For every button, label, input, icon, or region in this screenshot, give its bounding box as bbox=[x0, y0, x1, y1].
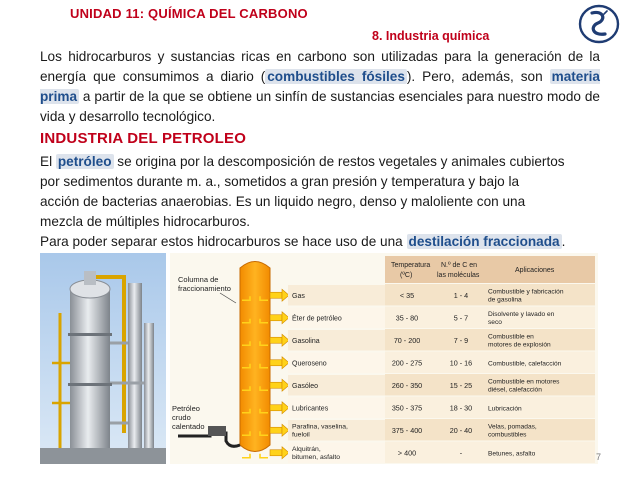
fraction-application: Combustible en bbox=[488, 333, 534, 341]
fractions-table bbox=[288, 284, 595, 463]
header-carbon-2: las moléculas bbox=[437, 272, 480, 279]
input-label-3: calentado bbox=[172, 422, 205, 431]
fraction-temperature: 35 - 80 bbox=[395, 313, 419, 323]
fraction-arrow bbox=[270, 360, 282, 366]
fraction-application: Betunes, asfalto bbox=[488, 450, 536, 458]
fraction-arrow bbox=[270, 337, 282, 343]
fraction-application: Disolvente y lavado en bbox=[488, 310, 555, 318]
fraction-name: Parafina, vaselina, bbox=[292, 423, 348, 431]
fraction-application: de gasolina bbox=[488, 296, 522, 304]
fraction-arrow bbox=[270, 427, 282, 433]
input-label-1: Petróleo bbox=[172, 404, 200, 413]
refinery-photo bbox=[40, 253, 166, 464]
intro-text-3: a partir de la que se obtiene un sinfín de sustancias esenciales para nuestro modo de vida y desarrollo tecnológico. bbox=[40, 89, 600, 124]
intro-paragraph bbox=[40, 47, 600, 127]
fraction-arrow-head bbox=[282, 424, 289, 436]
petroleum-text-1b: se origina por la descomposición de restos vegetales y animales cubiertos bbox=[113, 154, 565, 169]
column-label-pointer bbox=[220, 293, 236, 303]
petroleum-text-1a: El bbox=[40, 154, 56, 169]
distillation-column bbox=[240, 262, 270, 452]
petroleum-text-5a: Para poder separar estos hidrocarburos se hace uso de una bbox=[40, 234, 407, 249]
unit-title: UNIDAD 11: QUÍMICA DEL CARBONO bbox=[70, 6, 308, 21]
fraction-arrow bbox=[270, 382, 282, 388]
fraction-application: Combustible, calefacción bbox=[488, 360, 562, 368]
petroleum-line-1 bbox=[40, 152, 600, 172]
fraction-temperature: > 400 bbox=[397, 448, 417, 458]
fraction-application: Lubricación bbox=[488, 405, 522, 413]
fraction-carbons: 18 - 30 bbox=[449, 403, 473, 413]
fraction-application: Velas, pomadas, bbox=[488, 423, 537, 431]
column-tray bbox=[242, 454, 268, 458]
header-temp-2: (ºC) bbox=[400, 272, 413, 279]
fraction-temperature: 70 - 200 bbox=[393, 335, 421, 345]
fraction-carbons: 15 - 25 bbox=[449, 380, 473, 390]
fraction-name: Queroseno bbox=[292, 360, 327, 368]
fraction-carbons: - bbox=[459, 448, 463, 458]
header-temp-1: Temperatura bbox=[391, 262, 431, 269]
fraction-name: Lubricantes bbox=[292, 405, 329, 413]
fraction-temperature: < 35 bbox=[399, 290, 415, 300]
fraction-arrows bbox=[270, 289, 289, 459]
fraction-name: Gas bbox=[292, 292, 305, 300]
fraction-arrow bbox=[270, 292, 282, 298]
petroleum-paragraph bbox=[40, 152, 600, 252]
fraction-temperature: 375 - 400 bbox=[391, 425, 423, 435]
fraction-application: combustibles bbox=[488, 431, 527, 439]
fraction-name: fueloil bbox=[292, 431, 310, 439]
fraction-application: seco bbox=[488, 318, 502, 326]
fraction-application: Combustible en motores bbox=[488, 378, 560, 386]
keyword-materia-prima: materia prima bbox=[40, 69, 600, 104]
fraction-carbons: 5 - 7 bbox=[453, 313, 469, 323]
petroleum-line-3: acción de bacterias anaerobias. Es un liquido negro, denso y maloliente con una bbox=[40, 194, 526, 209]
fraction-arrow-head bbox=[282, 312, 289, 324]
header-carbon-1: N.º de C en bbox=[441, 262, 478, 269]
section-title: 8. Industria química bbox=[372, 29, 490, 43]
fraction-arrow bbox=[270, 405, 282, 411]
school-logo-icon bbox=[576, 4, 622, 44]
fraction-temperature: 350 - 375 bbox=[391, 403, 423, 413]
fraction-arrow bbox=[270, 315, 282, 321]
fraction-application: diésel, calefacción bbox=[488, 386, 542, 394]
fraction-name: Alquitrán, bbox=[292, 445, 321, 453]
column-label-1: Columna de bbox=[178, 275, 219, 284]
fraction-carbons: 10 - 16 bbox=[449, 358, 473, 368]
fraction-application: Combustible y fabricación bbox=[488, 288, 564, 296]
keyword-combustibles-fosiles: combustibles fósiles bbox=[267, 69, 405, 84]
fraction-arrow-head bbox=[282, 357, 289, 369]
fraction-arrow-head bbox=[282, 379, 289, 391]
furnace-icon bbox=[208, 426, 226, 436]
distillation-diagram bbox=[170, 253, 598, 464]
petroleum-heading: INDUSTRIA DEL PETROLEO bbox=[40, 130, 247, 147]
petroleum-line-5 bbox=[40, 232, 600, 252]
keyword-destilacion-fraccionada: destilación fraccionada bbox=[408, 234, 560, 249]
petroleum-line-2: por sedimentos durante m. a., sometidos a gran presión y temperatura y bajo la bbox=[40, 174, 520, 189]
fraction-name: Gasóleo bbox=[292, 382, 319, 390]
fraction-arrow-head bbox=[282, 402, 289, 414]
petroleum-line-4: mezcla de múltiples hidrocarburos. bbox=[40, 214, 251, 229]
fraction-temperature: 260 - 350 bbox=[391, 380, 423, 390]
intro-text-1: Los hidrocarburos y sustancias ricas en carbono son utilizadas para la generación de la energía que consumimos a diario ( bbox=[40, 49, 600, 84]
petroleum-text-5b: . bbox=[561, 234, 566, 249]
fraction-name: Gasolina bbox=[292, 337, 320, 345]
fraction-arrow-head bbox=[282, 334, 289, 346]
intro-text-2: ). Pero, además, son bbox=[406, 69, 550, 84]
fraction-arrow bbox=[270, 450, 282, 456]
column-label-2: fraccionamiento bbox=[178, 284, 231, 293]
fraction-carbons: 7 - 9 bbox=[453, 335, 469, 345]
fraction-arrow-head bbox=[282, 289, 289, 301]
keyword-petroleo: petróleo bbox=[57, 154, 112, 169]
header-apps: Aplicaciones bbox=[515, 267, 555, 274]
fraction-application: motores de explosión bbox=[488, 341, 551, 349]
fraction-carbons: 1 - 4 bbox=[453, 290, 469, 300]
fraction-name: Éter de petróleo bbox=[292, 315, 342, 323]
input-label-2: crudo bbox=[172, 413, 191, 422]
fraction-arrow-head bbox=[282, 447, 289, 459]
fraction-carbons: 20 - 40 bbox=[449, 425, 473, 435]
page-number: 7 bbox=[596, 452, 602, 462]
fraction-temperature: 200 - 275 bbox=[391, 358, 423, 368]
fraction-name: bitumen, asfalto bbox=[292, 453, 340, 461]
table-header bbox=[385, 256, 595, 283]
